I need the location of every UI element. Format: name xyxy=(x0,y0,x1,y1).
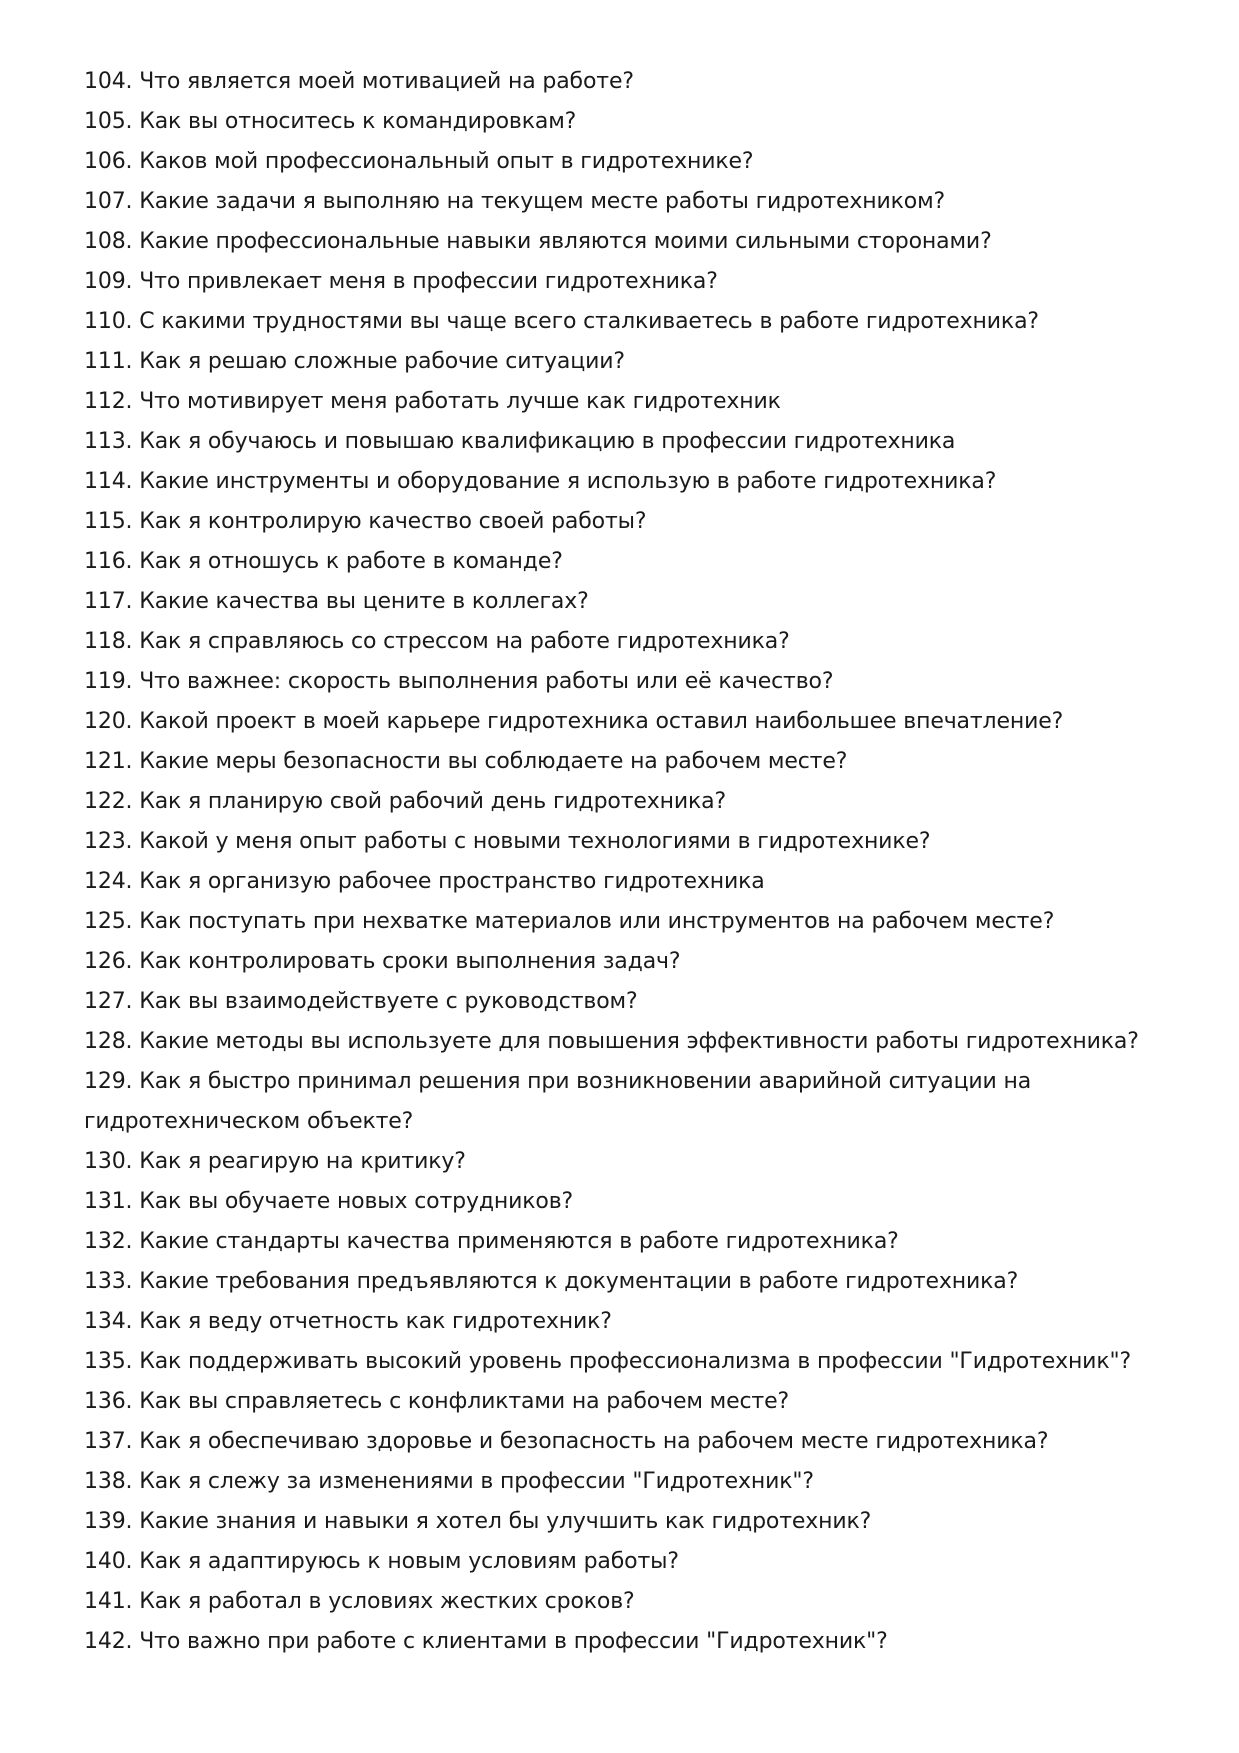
question-item: 119. Что важнее: скорость выполнения работы или её качество? xyxy=(84,669,834,694)
question-item: 121. Какие меры безопасности вы соблюдаете на рабочем месте? xyxy=(84,749,848,774)
question-item: 132. Какие стандарты качества применяются в работе гидротехника? xyxy=(84,1229,899,1254)
question-item: 115. Как я контролирую качество своей работы? xyxy=(84,509,647,534)
question-item: 140. Как я адаптируюсь к новым условиям работы? xyxy=(84,1549,679,1574)
question-item: 110. С какими трудностями вы чаще всего сталкиваетесь в работе гидротехника? xyxy=(84,309,1039,334)
question-item: 108. Какие профессиональные навыки являются моими сильными сторонами? xyxy=(84,229,992,254)
question-item: 106. Каков мой профессиональный опыт в гидротехнике? xyxy=(84,149,754,174)
question-item: 130. Как я реагирую на критику? xyxy=(84,1149,466,1174)
question-item: 104. Что является моей мотивацией на работе? xyxy=(84,69,634,94)
question-item: 107. Какие задачи я выполняю на текущем месте работы гидротехником? xyxy=(84,189,946,214)
question-item: 141. Как я работал в условиях жестких сроков? xyxy=(84,1589,635,1614)
question-item: 136. Как вы справляетесь с конфликтами на рабочем месте? xyxy=(84,1389,789,1414)
question-item: 123. Какой у меня опыт работы с новыми технологиями в гидротехнике? xyxy=(84,829,931,854)
question-item: 131. Как вы обучаете новых сотрудников? xyxy=(84,1189,574,1214)
question-item: 124. Как я организую рабочее пространство гидротехника xyxy=(84,869,765,894)
question-item: 116. Как я отношусь к работе в команде? xyxy=(84,549,563,574)
question-item: 133. Какие требования предъявляются к документации в работе гидротехника? xyxy=(84,1269,1019,1294)
question-list xyxy=(84,62,1164,1662)
question-item: 117. Какие качества вы цените в коллегах? xyxy=(84,589,589,614)
question-item: 111. Как я решаю сложные рабочие ситуации? xyxy=(84,349,625,374)
question-item: 122. Как я планирую свой рабочий день гидротехника? xyxy=(84,789,726,814)
question-item: 125. Как поступать при нехватке материалов или инструментов на рабочем месте? xyxy=(84,909,1055,934)
question-item: 114. Какие инструменты и оборудование я использую в работе гидротехника? xyxy=(84,469,997,494)
question-item: 120. Какой проект в моей карьере гидротехника оставил наибольшее впечатление? xyxy=(84,709,1064,734)
question-item: 138. Как я слежу за изменениями в профессии "Гидротехник"? xyxy=(84,1469,814,1494)
question-item: 128. Какие методы вы используете для повышения эффективности работы гидротехника? xyxy=(84,1029,1139,1054)
question-item: 109. Что привлекает меня в профессии гидротехника? xyxy=(84,269,718,294)
question-item: 129. Как я быстро принимал решения при возникновении аварийной ситуации на гидротехническом объекте? xyxy=(84,1069,1032,1134)
question-item: 139. Какие знания и навыки я хотел бы улучшить как гидротехник? xyxy=(84,1509,872,1534)
question-item: 118. Как я справляюсь со стрессом на работе гидротехника? xyxy=(84,629,790,654)
question-item: 135. Как поддерживать высокий уровень профессионализма в профессии "Гидротехник"? xyxy=(84,1349,1131,1374)
question-item: 127. Как вы взаимодействуете с руководством? xyxy=(84,989,638,1014)
question-item: 142. Что важно при работе с клиентами в профессии "Гидротехник"? xyxy=(84,1629,888,1654)
question-item: 134. Как я веду отчетность как гидротехник? xyxy=(84,1309,612,1334)
question-item: 126. Как контролировать сроки выполнения задач? xyxy=(84,949,681,974)
question-item: 105. Как вы относитесь к командировкам? xyxy=(84,109,577,134)
question-item: 137. Как я обеспечиваю здоровье и безопасность на рабочем месте гидротехника? xyxy=(84,1429,1049,1454)
question-item: 112. Что мотивирует меня работать лучше как гидротехник xyxy=(84,389,781,414)
question-item: 113. Как я обучаюсь и повышаю квалификацию в профессии гидротехника xyxy=(84,429,956,454)
